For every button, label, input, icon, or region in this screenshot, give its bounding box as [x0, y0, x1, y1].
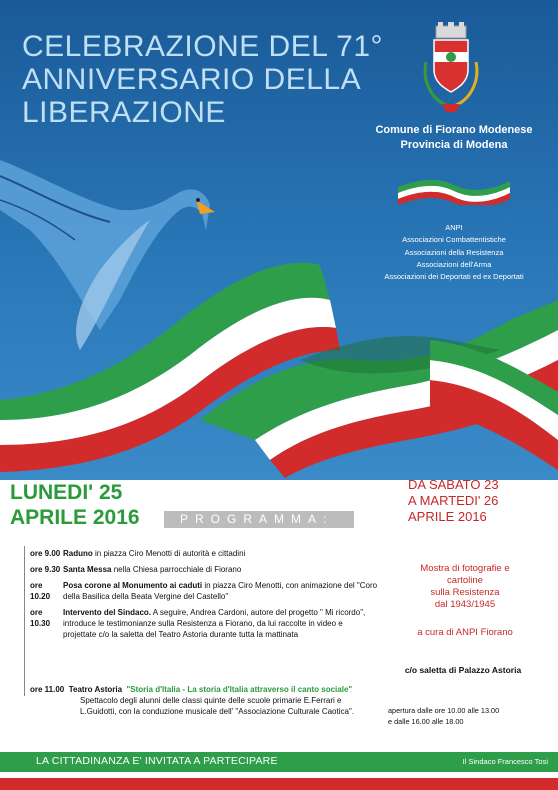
side-date-line: DA SABATO 23 [408, 477, 499, 492]
schedule-time: ore 10.30 [30, 608, 51, 628]
exhibition-line: sulla Resistenza [430, 587, 500, 598]
main-date-line: LUNEDI' 25 [10, 481, 123, 504]
schedule-list [30, 548, 378, 645]
schedule-time: ore 11.00 [30, 685, 65, 694]
comune-block [370, 123, 538, 153]
footer-stripe-red [0, 778, 558, 790]
schedule-highlight: "Storia d'Italia - La storia d'Italia attraverso il canto sociale" [126, 685, 353, 694]
schedule-desc [63, 580, 378, 602]
schedule-final-head [30, 684, 370, 695]
exhibition-line: Mostra di fotografie e [420, 563, 510, 574]
opening-hours [388, 705, 553, 727]
schedule-text: nella Chiesa parrocchiale di Fiorano [111, 565, 242, 574]
exhibition-line: dal 1943/1945 [434, 599, 496, 610]
opening-hours-line: e dalle 16.00 alle 18.00 [388, 717, 464, 726]
schedule-event: Posa corone al Monumento ai caduti [63, 581, 203, 590]
footer-signature: Il Sindaco Francesco Tosi [462, 757, 548, 766]
page-title [22, 30, 383, 129]
exhibition-venue: c/o saletta di Palazzo Astoria [404, 665, 522, 675]
schedule-item [30, 580, 378, 602]
exhibition-organizer: a cura di ANPI Fiorano [417, 627, 513, 638]
schedule-event: Teatro Astoria [68, 685, 123, 694]
schedule-desc [63, 564, 378, 575]
schedule-text: in piazza Ciro Menotti di autorità e cittadini [92, 549, 246, 558]
footer-bar [0, 752, 558, 772]
organization-item: Associazioni Combattentistiche [402, 235, 506, 245]
opening-hours-line: apertura dalle ore 10.00 alle 13.00 [388, 706, 500, 715]
schedule-event: Santa Messa [63, 565, 112, 574]
schedule-time: ore 9.30 [30, 565, 61, 574]
title-line: ANNIVERSARIO DELLA [22, 63, 362, 96]
organization-item: ANPI [445, 223, 463, 232]
schedule-desc [63, 607, 378, 640]
exhibition-block [385, 563, 545, 611]
schedule-time: ore 9.00 [30, 549, 61, 558]
schedule-divider [24, 546, 25, 696]
organization-item: Associazioni dei Deportati ed ex Deportati [384, 272, 524, 282]
schedule-item-final [30, 684, 370, 717]
provincia-name: Provincia di Modena [400, 139, 508, 151]
title-line: CELEBRAZIONE DEL 71° [22, 30, 384, 63]
side-date-line: A MARTEDI' 26 [408, 493, 499, 508]
schedule-time: ore 10.20 [30, 581, 51, 601]
schedule-text: A seguire, Andrea Cardoni, autore del progetto " Mi ricordo", introduce le testimonianze sulla Resistenza a Fiorano, da lui raccolte in video e projettate c/o la saletta del Teatro Astoria durante tutta la mattinata [63, 608, 366, 639]
schedule-item [30, 607, 378, 640]
programma-label: PROGRAMMA: [164, 511, 354, 528]
schedule-desc [63, 548, 378, 559]
title-line: LIBERAZIONE [22, 96, 226, 129]
schedule-text: Spettacolo degli alunni delle classi quinte delle scuole primarie E.Ferrari e L.Guidotti, con la conduzione musicale dell' "Associazione Culturale Caotica". [80, 696, 355, 716]
side-date-line: APRILE 2016 [408, 509, 487, 524]
side-date [408, 477, 499, 525]
schedule-event: Raduno [63, 549, 93, 558]
schedule-item [30, 548, 378, 559]
coat-of-arms-icon [418, 22, 484, 120]
organization-item: Associazioni della Resistenza [404, 247, 504, 257]
main-date [10, 480, 140, 530]
organization-item: Associazioni dell'Arma [416, 259, 492, 269]
schedule-item [30, 564, 378, 575]
schedule-event: Intervento del Sindaco. [63, 608, 152, 617]
organizations-list [370, 222, 538, 283]
comune-name: Comune di Fiorano Modenese [375, 124, 533, 136]
main-date-line: APRILE 2016 [10, 506, 140, 529]
exhibition-line: cartoline [447, 575, 483, 586]
footer-invitation: LA CITTADINANZA E' INVITATA A PARTECIPARE [36, 755, 278, 767]
schedule-text: in piazza Ciro Menotti, con animazione del "Coro della Basilica della Beata Vergine del Castello" [63, 581, 378, 601]
mini-flag-ribbon [398, 173, 510, 205]
